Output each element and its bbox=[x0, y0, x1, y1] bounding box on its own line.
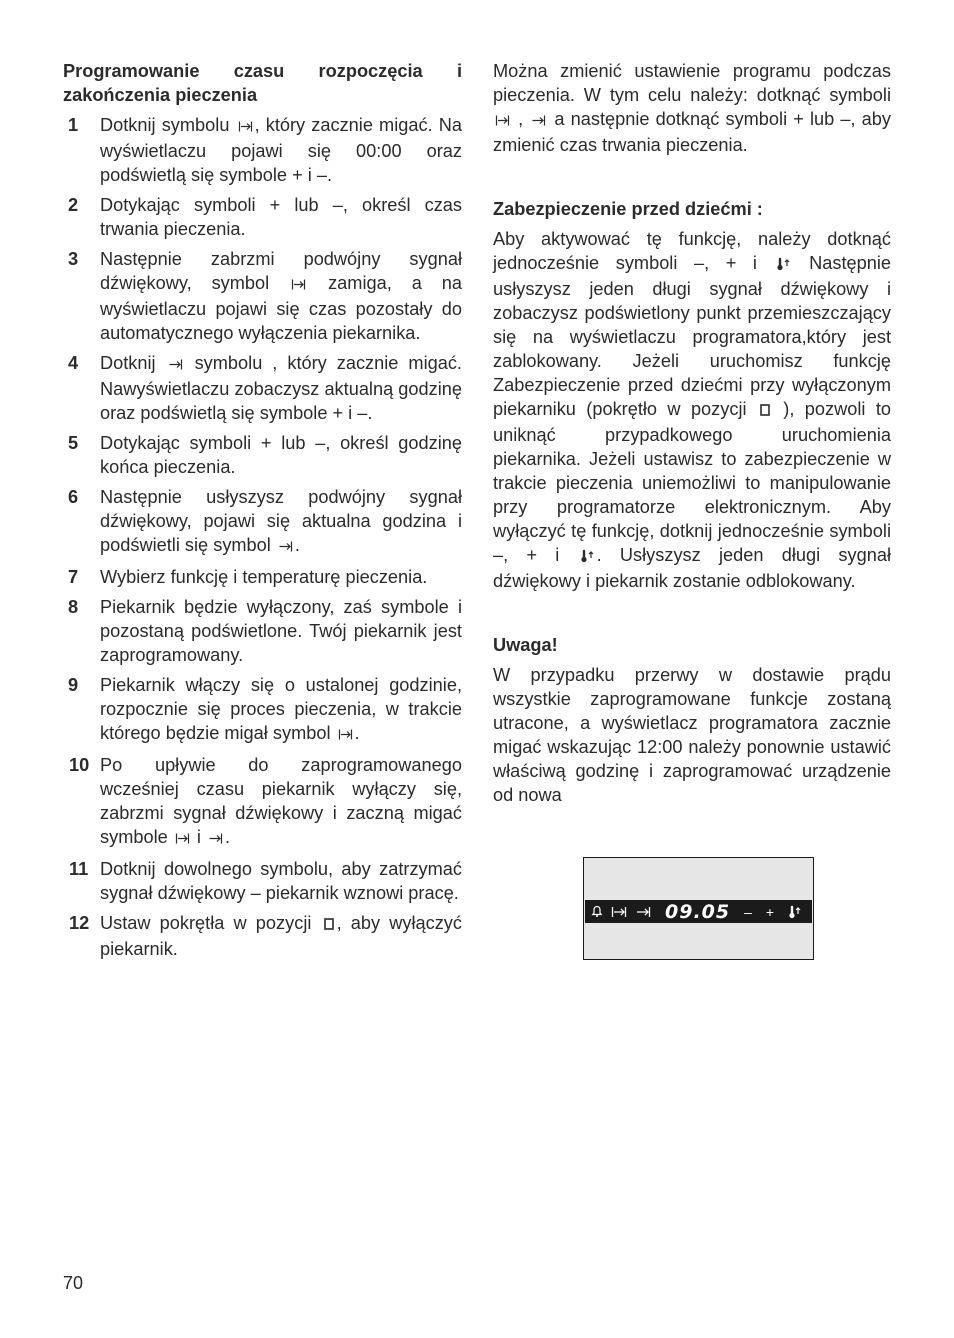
note-paragraph: W przypadku przerwy w dostawie prądu wszystkie zaprogramowane funkcje zostaną utracone, a wyświetlacz programatora zacznie migać wskazując 12:00 należy ponownie ustawić właściwą godzinę i zaprogramować urządzenie od nowa bbox=[493, 665, 891, 805]
step-number: 10 bbox=[69, 755, 90, 775]
duration-icon bbox=[495, 109, 510, 133]
step-number: 8 bbox=[68, 597, 79, 617]
text-run: , aby wyłączyć piekarnik. bbox=[100, 913, 462, 959]
text-run: . bbox=[354, 723, 360, 743]
display-strip bbox=[585, 900, 812, 923]
step-item bbox=[63, 753, 462, 851]
end-time-icon bbox=[208, 827, 223, 851]
right-column bbox=[493, 59, 891, 807]
text-run: Można zmienić ustawienie programu podczas pieczenia. W tym celu należy: dotknąć symboli bbox=[493, 61, 891, 105]
step-item bbox=[63, 857, 462, 905]
step-item bbox=[63, 247, 462, 345]
text-run: Następnie usłyszysz jeden długi sygnał dźwiękowy i zobaczysz podświetlony punkt przemieszczający się na wyświetlaczu programatora,który jest zablokowany. Jeżeli uruchomisz funkcję Zabezpieczenie przed dziećmi przy wyłączonym piekarniku (pokrętło w pozycji bbox=[493, 253, 892, 419]
text-run: . bbox=[224, 827, 230, 847]
step-number: 7 bbox=[68, 567, 79, 587]
duration-icon bbox=[238, 115, 253, 139]
child-lock-paragraph bbox=[493, 227, 891, 593]
step-number: 9 bbox=[68, 675, 79, 695]
step-number: 11 bbox=[69, 859, 89, 879]
section-heading-programming: Programowanie czasu rozpoczęcia i zakończenia pieczenia bbox=[63, 61, 462, 105]
step-number: 6 bbox=[68, 487, 79, 507]
text-run: symbolu , który zacznie migać. Nawyświetlaczu zobaczysz aktualną godzinę oraz podświetlą się symbole + i –. bbox=[100, 353, 462, 423]
step-item bbox=[63, 431, 462, 479]
duration-icon bbox=[291, 273, 306, 297]
text-run: Po upływie do zaprogramowanego wcześniej czasu piekarnik wyłączy się, zabrzmi sygnał dźwiękowy i zaczną migać symbole bbox=[100, 755, 462, 847]
text-run: . Usłyszysz jeden długi sygnał dźwiękowy i piekarnik zostanie odblokowany. bbox=[493, 545, 891, 591]
thermometer-icon bbox=[776, 253, 791, 277]
text-run: Aby aktywować tę funkcję, należy dotknąć jednocześnie symboli –, + i bbox=[493, 229, 891, 273]
text-run: Dotknij dowolnego symbolu, aby zatrzymać sygnał dźwiękowy – piekarnik wznowi pracę. bbox=[100, 859, 462, 903]
text-run: Następnie zabrzmi podwójny sygnał dźwiękowy, symbol bbox=[100, 249, 462, 293]
step-number: 4 bbox=[68, 353, 79, 373]
left-column bbox=[63, 59, 462, 967]
step-number: 3 bbox=[68, 249, 79, 269]
programmer-display-illustration bbox=[583, 857, 814, 960]
step-item bbox=[63, 193, 462, 241]
section-heading-note: Uwaga! bbox=[493, 635, 558, 655]
step-item bbox=[63, 351, 462, 425]
text-run: Następnie usłyszysz podwójny sygnał dźwiękowy, pojawi się aktualna godzina i podświetli się symbol bbox=[100, 487, 462, 555]
end-time-icon bbox=[278, 535, 293, 559]
off-position-icon bbox=[759, 399, 771, 423]
page-number: 70 bbox=[63, 1273, 84, 1293]
duration-icon bbox=[175, 827, 190, 851]
thermometer-icon bbox=[580, 545, 595, 569]
text-run: Piekarnik będzie wyłączony, zaś symbole i pozostaną podświetlone. Twój piekarnik jest zaprogramowany. bbox=[100, 597, 462, 665]
steps-list bbox=[63, 113, 462, 961]
text-run: a następnie dotknąć symboli + lub –, aby zmienić czas trwania pieczenia. bbox=[493, 109, 891, 155]
text-run: Ustaw pokrętła w pozycji bbox=[100, 913, 321, 933]
step-number: 1 bbox=[68, 115, 79, 135]
text-run: Wybierz funkcję i temperaturę pieczenia. bbox=[100, 567, 428, 587]
text-run: Piekarnik włączy się o ustalonej godzinie, rozpocznie się proces pieczenia, w trakcie którego będzie migał symbol bbox=[100, 675, 462, 743]
display-minus: – bbox=[744, 903, 752, 920]
text-run: Dotknij bbox=[100, 353, 166, 373]
end-time-icon bbox=[531, 109, 546, 133]
duration-icon bbox=[338, 723, 353, 747]
step-number: 12 bbox=[69, 913, 90, 933]
text-run: Dotykając symboli + lub –, określ godzinę końca pieczenia. bbox=[100, 433, 462, 477]
text-run: , bbox=[512, 109, 530, 129]
step-item bbox=[63, 565, 462, 589]
intro-paragraph bbox=[493, 59, 891, 157]
step-item bbox=[63, 113, 462, 187]
step-item bbox=[63, 911, 462, 961]
step-item bbox=[63, 595, 462, 667]
section-heading-child-lock: Zabezpieczenie przed dziećmi : bbox=[493, 199, 763, 219]
step-number: 5 bbox=[68, 433, 79, 453]
end-time-icon bbox=[635, 906, 651, 918]
bell-icon bbox=[591, 905, 603, 918]
display-time: 09.05 bbox=[665, 900, 731, 923]
step-item bbox=[63, 673, 462, 747]
text-run: Dotknij symbolu bbox=[100, 115, 236, 135]
off-position-icon bbox=[323, 913, 335, 937]
text-run: , który zacznie migać. Na wyświetlaczu pojawi się 00:00 oraz podświetlą się symbole + i –. bbox=[100, 115, 462, 185]
display-plus: + bbox=[765, 903, 775, 920]
end-time-icon bbox=[168, 353, 183, 377]
text-run: zamiga, a na wyświetlaczu pojawi się czas pozostały do automatycznego wyłączenia piekarnika. bbox=[100, 273, 462, 343]
duration-icon bbox=[611, 906, 627, 918]
thermometer-icon bbox=[788, 905, 802, 919]
text-run: ), pozwoli to uniknąć przypadkowego uruchomienia piekarnika. Jeżeli ustawisz to zabezpieczenie w trakcie pieczenia uniemożliwi to manipulowanie przy programatorze elektronicznym. Aby wyłączyć tę funkcję, dotknij jednocześnie symboli –, + i bbox=[493, 399, 891, 565]
text-run: Dotykając symboli + lub –, określ czas trwania pieczenia. bbox=[100, 195, 462, 239]
step-number: 2 bbox=[68, 195, 79, 215]
text-run: i bbox=[191, 827, 206, 847]
text-run: . bbox=[294, 535, 300, 555]
step-item bbox=[63, 485, 462, 559]
